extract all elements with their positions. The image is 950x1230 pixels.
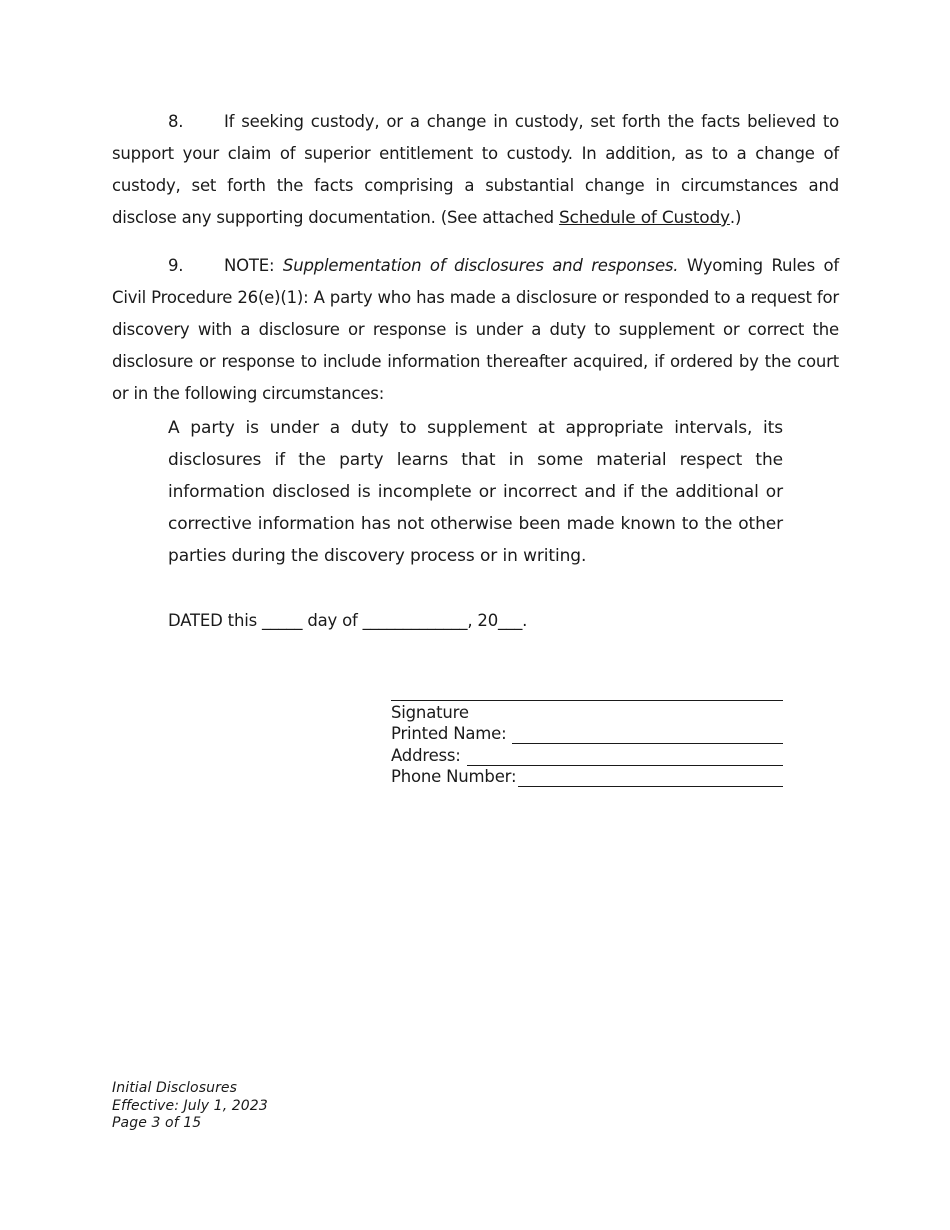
paragraph-number: 9. bbox=[168, 256, 184, 275]
paragraph-8 bbox=[112, 106, 839, 234]
block-quote: A party is under a duty to supplement at appropriate intervals, its disclosures if the party learns that in some material respect the information disclosed is incomplete or incorrect and if the additional or corrective information has not otherwise been made known to the other parties during the discovery process or in writing. bbox=[168, 418, 783, 566]
footer-page-number: Page 3 of 15 bbox=[112, 1115, 202, 1131]
phone-number-label: Phone Number: bbox=[391, 767, 517, 786]
footer-effective-date: Effective: July 1, 2023 bbox=[112, 1097, 268, 1114]
paragraph-tail: .) bbox=[729, 208, 742, 227]
signature-row bbox=[391, 701, 783, 723]
paragraph-text: Wyoming Rules of Civil Procedure 26(e)(1): A party who has made a disclosure or responded to a request for discovery with a disclosure or response is under a duty to supplement or correct the disclosure or response to include information thereafter acquired, if ordered by the court or in the following circumstances: bbox=[112, 256, 839, 403]
page-footer bbox=[112, 1080, 268, 1133]
printed-name-field[interactable] bbox=[512, 725, 783, 744]
note-heading: Supplementation of disclosures and responses. bbox=[282, 256, 679, 275]
signature-block bbox=[391, 700, 783, 787]
printed-name-label: Printed Name: bbox=[391, 724, 507, 743]
footer-title: Initial Disclosures bbox=[112, 1080, 238, 1096]
address-label: Address: bbox=[391, 745, 461, 765]
paragraph-number: 8. bbox=[168, 112, 184, 131]
paragraph-text: If seeking custody, or a change in custody, set forth the facts believed to support your claim of superior entitlement to custody. In addition, as to a change of custody, set forth the facts comprising a substantial change in circumstances and disclose any supporting documentation. (See attached bbox=[112, 112, 839, 227]
dated-line: DATED this _____ day of _____________, 20___. bbox=[168, 611, 528, 630]
paragraph-9 bbox=[112, 250, 839, 410]
schedule-of-custody-link[interactable]: Schedule of Custody bbox=[558, 208, 730, 228]
printed-name-row bbox=[391, 723, 783, 745]
signature-label: Signature bbox=[391, 702, 469, 722]
phone-number-field[interactable] bbox=[518, 768, 783, 787]
address-row bbox=[391, 744, 783, 766]
address-field[interactable] bbox=[467, 747, 783, 766]
phone-number-row bbox=[391, 766, 783, 788]
note-label: NOTE: bbox=[224, 256, 283, 275]
